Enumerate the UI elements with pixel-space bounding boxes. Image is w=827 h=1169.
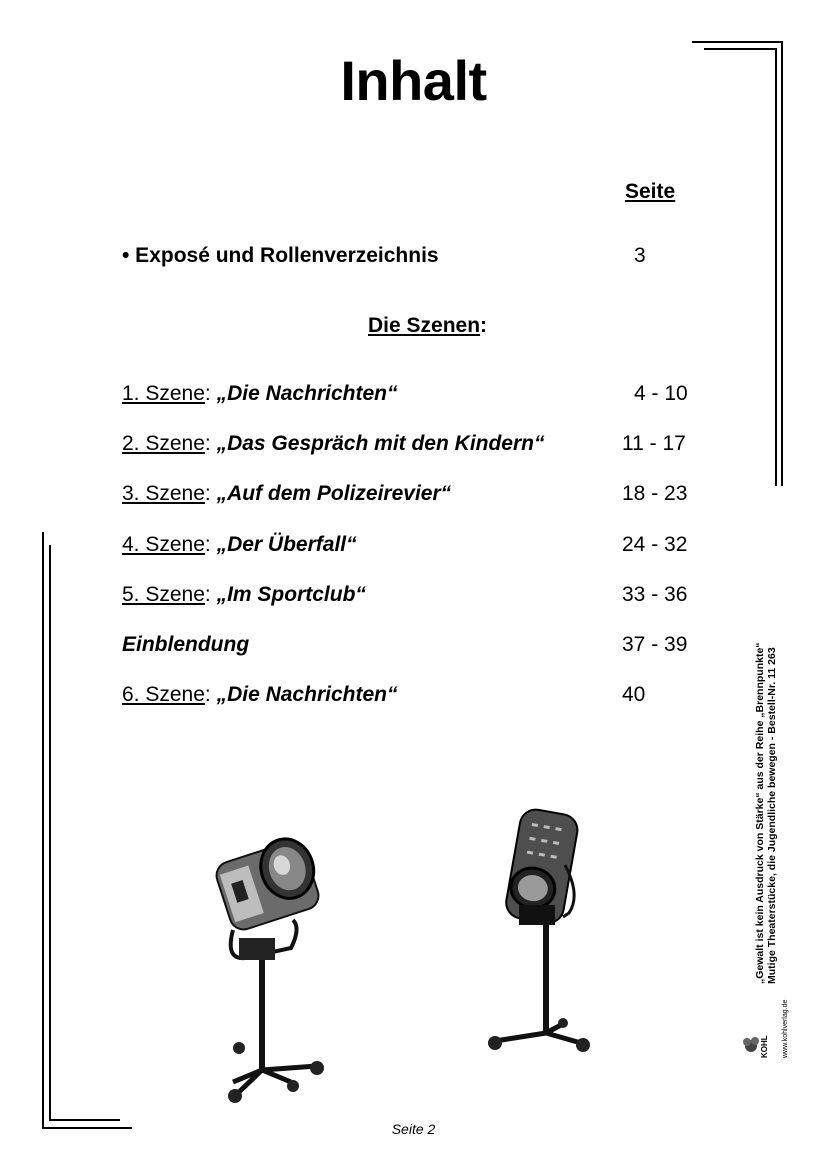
szenen-header (368, 314, 487, 338)
toc-scene-number: 1. Szene (122, 382, 205, 405)
toc-scene-number: 2. Szene (122, 432, 205, 455)
toc-row (122, 583, 722, 611)
toc-interlude-title: Einblendung (122, 633, 250, 656)
frame-bottom-left (40, 530, 140, 1134)
toc-pages: 37 - 39 (622, 633, 688, 656)
toc-row (122, 683, 722, 711)
szenen-header-text: Die Szenen (368, 314, 481, 337)
toc-scene-title: „Im Sportclub“ (216, 583, 366, 606)
szenen-header-colon: : (480, 314, 488, 337)
toc-row (122, 382, 722, 410)
toc-pages: 33 - 36 (622, 583, 688, 606)
expose-entry-page: 3 (634, 244, 646, 267)
toc-scene-number: 3. Szene (122, 482, 205, 505)
toc-scene-title: „Auf dem Polizeirevier“ (216, 482, 452, 505)
toc-pages: 40 (622, 683, 646, 706)
publisher-website: www.kohlverlag.de (782, 999, 789, 1058)
toc-pages: 18 - 23 (622, 482, 688, 505)
toc-separator: : (204, 382, 217, 405)
toc-pages: 11 - 17 (622, 432, 686, 455)
toc-separator: : (204, 533, 217, 556)
publisher-logo (740, 988, 796, 1060)
toc-pages: 4 - 10 (634, 382, 688, 405)
toc-scene-title: „Die Nachrichten“ (216, 683, 398, 706)
toc-row (122, 432, 722, 460)
publisher-logo-text: KOHL (760, 1035, 769, 1058)
toc-separator: : (204, 683, 217, 706)
toc-pages: 24 - 32 (622, 533, 688, 556)
toc-row (122, 533, 722, 561)
toc-scene-number: 6. Szene (122, 683, 205, 706)
toc-scene-number: 5. Szene (122, 583, 205, 606)
toc-scene-title: „Der Überfall“ (216, 533, 357, 556)
toc-separator: : (204, 432, 217, 455)
toc-row (122, 482, 722, 510)
page-title: Inhalt (340, 49, 487, 112)
page-column-header: Seite (625, 180, 676, 203)
toc-row (122, 633, 722, 661)
toc-scene-title: „Die Nachrichten“ (216, 382, 398, 405)
toc-separator: : (204, 482, 217, 505)
toc-separator: : (204, 583, 217, 606)
toc-scene-number: 4. Szene (122, 533, 205, 556)
side-publisher-note (752, 606, 800, 986)
spotlight-right-image (485, 805, 595, 1055)
expose-entry-label: • Exposé und Rollenverzeichnis (122, 244, 439, 267)
side-note-line-1: „Gewalt ist kein Ausdruck von Stärke“ aus der Reihe „Brennpunkte“ (754, 642, 766, 984)
page-footer: Seite 2 (391, 1121, 436, 1137)
toc-scene-title: „Das Gespräch mit den Kindern“ (216, 432, 545, 455)
side-note-line-2: Mutige Theaterstücke, die Jugendliche bewegen - Bestell-Nr. 11 263 (766, 647, 778, 984)
spotlight-left-image (205, 820, 335, 1110)
